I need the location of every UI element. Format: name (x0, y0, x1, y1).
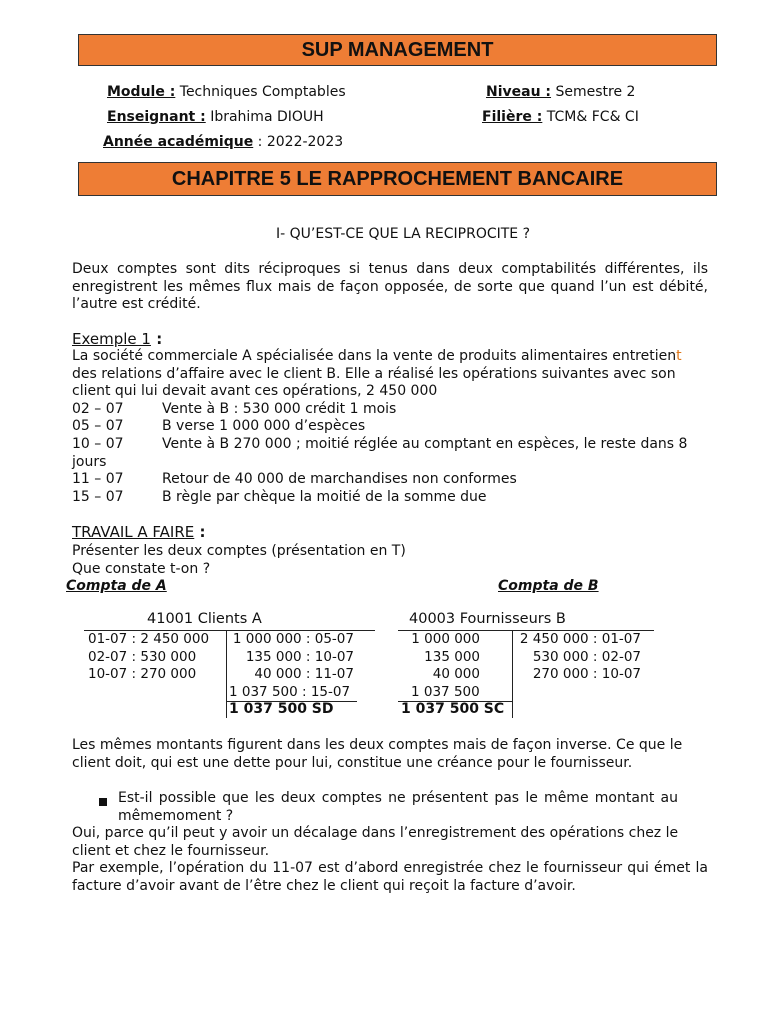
definition-paragraph: Deux comptes sont dits réciproques si tenus dans deux comptabilités différentes, ils enregistrent les mêmes flux mais de façon opposée, de sorte que quand l’un est débité, l’autre est crédité. (72, 261, 708, 313)
b-debit-4: 1 037 500 (411, 684, 480, 700)
b-debit-1: 1 000 000 (411, 631, 480, 647)
op-text: Vente à B 270 000 ; moitié réglée au comptant en espèces, le reste dans 8 (162, 436, 688, 452)
annee-line (103, 134, 343, 150)
b-credit-3: 270 000 : 10-07 (532, 666, 641, 682)
travail-heading (72, 524, 708, 542)
answer-paragraph-2: Par exemple, l’opération du 11-07 est d’abord enregistrée chez le fournisseur qui émet la facture d’avoir avant de l’être chez le client qui reçoit la facture d’avoir. (72, 860, 708, 894)
op-text: B règle par chèque la moitié de la somme due (162, 489, 487, 505)
op-row (72, 401, 396, 417)
op-text: Vente à B : 530 000 crédit 1 mois (162, 401, 397, 417)
account-a-title: 41001 Clients A (147, 611, 262, 627)
enseignant-label: Enseignant : (107, 109, 206, 125)
chapter-title: CHAPITRE 5 LE RAPPROCHEMENT BANCAIRE (171, 168, 624, 190)
section-title: I- QU’EST-CE QUE LA RECIPROCITE ? (276, 226, 531, 242)
module-value: Techniques Comptables (179, 84, 346, 100)
op-date: 15 – 07 (72, 489, 124, 505)
example-intro-t: t (676, 348, 682, 364)
a-credit-1: 1 000 000 : 05-07 (232, 631, 354, 647)
a-debit-3: 10-07 : 270 000 (88, 666, 197, 682)
travail-title: TRAVAIL A FAIRE (72, 523, 195, 541)
op-date: 05 – 07 (72, 418, 124, 434)
a-credit-3: 40 000 : 11-07 (254, 666, 354, 682)
example-intro-a: La société commerciale A spécialisée dans la vente de produits alimentaires entretien (72, 348, 677, 364)
account-b-vline (512, 630, 513, 718)
op-row (72, 418, 365, 434)
op-date: 11 – 07 (72, 471, 124, 487)
op-date: jours (72, 454, 107, 470)
account-b-title: 40003 Fournisseurs B (409, 611, 566, 627)
b-debit-3: 40 000 (432, 666, 480, 682)
answer-paragraph-1: Oui, parce qu’il peut y avoir un décalage dans l’enregistrement des opérations chez le client et chez le fournisseur. (72, 825, 679, 859)
op-row (72, 489, 487, 505)
school-title: SUP MANAGEMENT (301, 39, 494, 61)
bullet-square-icon (99, 798, 107, 806)
op-text: B verse 1 000 000 d’espèces (162, 418, 366, 434)
account-a-vline (226, 630, 227, 718)
niveau-line (486, 84, 635, 100)
b-total: 1 037 500 SC (401, 701, 505, 717)
a-total: 1 037 500 SD (229, 701, 334, 717)
filiere-value: TCM& FC& CI (546, 109, 639, 125)
op-row (72, 471, 517, 487)
op-date: 10 – 07 (72, 436, 124, 452)
niveau-label: Niveau : (486, 84, 552, 100)
module-label: Module : (107, 84, 176, 100)
b-credit-2: 530 000 : 02-07 (532, 649, 641, 665)
compta-b-label: Compta de B (498, 578, 599, 594)
enseignant-line (107, 109, 324, 125)
op-date: 02 – 07 (72, 401, 124, 417)
compta-a-label: Compta de A (66, 578, 167, 594)
travail-line-2: Que constate t-on ? (72, 561, 211, 577)
niveau-value: Semestre 2 (555, 84, 636, 100)
b-debit-2: 135 000 (424, 649, 480, 665)
school-banner (78, 34, 717, 66)
op-row (72, 454, 106, 470)
enseignant-value: Ibrahima DIOUH (210, 109, 324, 125)
example-intro-b: des relations d’affaire avec le client B. Elle a réalisé les opérations suivantes avec son client qui lui devait avant ces opérations, 2 450 000 (72, 365, 676, 400)
annee-label: Année académique (103, 134, 254, 150)
travail-line-1: Présenter les deux comptes (présentation en T) (72, 543, 406, 559)
annee-value: 2022-2023 (266, 134, 344, 150)
example-intro (72, 348, 708, 401)
a-debit-1: 01-07 : 2 450 000 (88, 631, 210, 647)
question-paragraph: Est-il possible que les deux comptes ne présentent pas le même montant au mêmemoment ? (118, 790, 678, 824)
travail-colon: : (194, 523, 206, 541)
example-title: Exemple 1 (72, 330, 151, 348)
b-credit-1: 2 450 000 : 01-07 (519, 631, 641, 647)
example-heading (72, 331, 708, 349)
op-row (72, 436, 687, 452)
example-colon: : (150, 330, 163, 348)
filiere-label: Filière : (482, 109, 543, 125)
a-credit-4: 1 037 500 : 15-07 (229, 684, 351, 700)
chapter-banner (78, 162, 717, 196)
observation-paragraph: Les mêmes montants figurent dans les deux comptes mais de façon inverse. Ce que le client doit, qui est une dette pour lui, constitue une créance pour le fournisseur. (72, 737, 683, 771)
filiere-line (482, 109, 639, 125)
annee-sep: : (253, 134, 263, 150)
a-debit-2: 02-07 : 530 000 (88, 649, 197, 665)
module-line (107, 84, 346, 100)
a-credit-2: 135 000 : 10-07 (245, 649, 354, 665)
op-text: Retour de 40 000 de marchandises non conformes (162, 471, 517, 487)
